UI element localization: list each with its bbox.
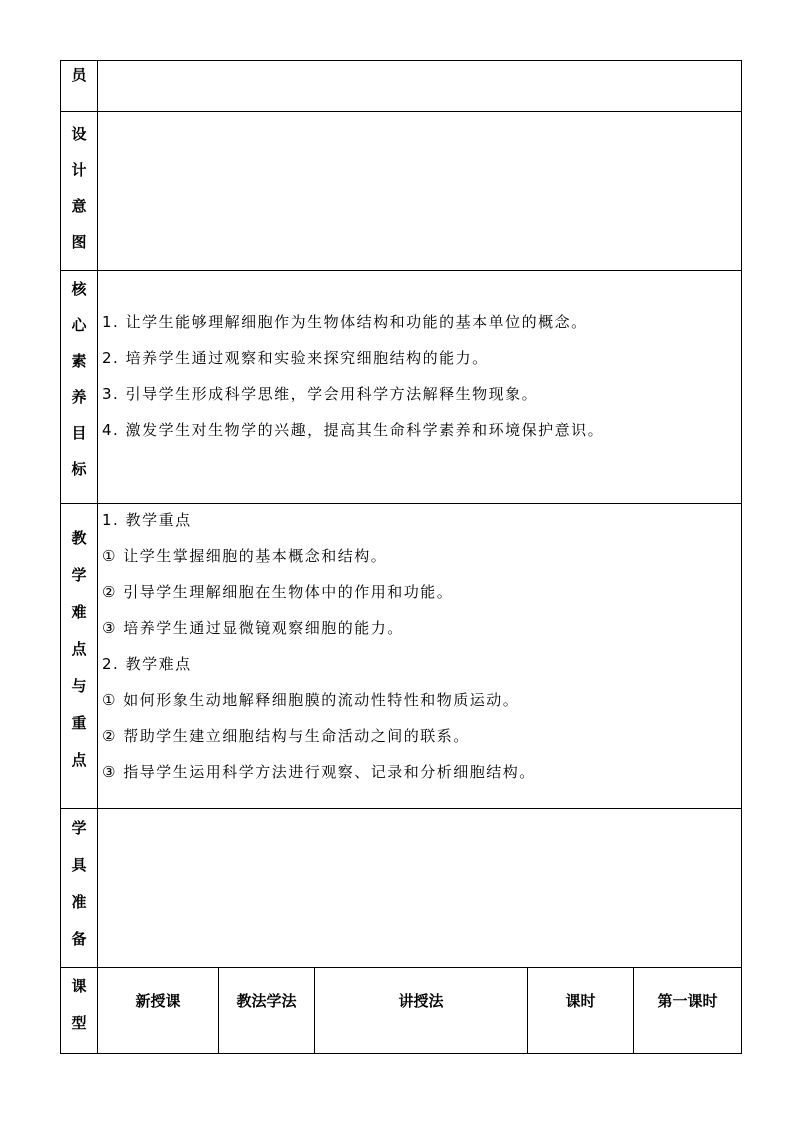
core-goals-row <box>61 271 742 504</box>
goal-item: 4. 激发学生对生物学的兴趣，提高其生命科学素养和环境保护意识。 <box>102 421 605 439</box>
member-content[interactable] <box>98 61 742 112</box>
goal-item: 1. 让学生能够理解细胞作为生物体结构和功能的基本单位的概念。 <box>102 313 588 331</box>
label-char: 意 <box>71 197 87 215</box>
label-char: 员 <box>71 66 87 84</box>
label-char: 计 <box>71 161 87 179</box>
lesson-type-value <box>98 968 219 1054</box>
period-value <box>634 968 742 1054</box>
label-char: 型 <box>71 1014 87 1032</box>
label-char: 难 <box>71 603 87 621</box>
core-goals-content <box>98 271 742 504</box>
method-value <box>315 968 528 1054</box>
difficulty-item: ① 如何形象生动地解释细胞膜的流动性特性和物质运动。 <box>102 691 520 709</box>
label-char: 教 <box>71 529 87 547</box>
difficulty-item: ② 帮助学生建立细胞结构与生命活动之间的联系。 <box>102 727 470 745</box>
lesson-type-label <box>61 968 98 1054</box>
core-goals-label <box>61 271 98 504</box>
design-intent-content[interactable] <box>98 112 742 271</box>
label-char: 准 <box>71 893 87 911</box>
difficulty-heading: 2. 教学难点 <box>102 655 192 673</box>
method-label-text: 教法学法 <box>236 992 297 1010</box>
goal-item: 3. 引导学生形成科学思维，学会用科学方法解释生物现象。 <box>102 385 539 403</box>
lesson-plan-table <box>60 60 742 1054</box>
label-char: 目 <box>71 424 87 442</box>
label-char: 点 <box>71 751 87 769</box>
label-char: 课 <box>71 977 87 995</box>
label-char: 学 <box>71 566 87 584</box>
label-char: 设 <box>71 125 87 143</box>
goal-item: 2. 培养学生通过观察和实验来探究细胞结构的能力。 <box>102 349 489 367</box>
label-char: 学 <box>71 819 87 837</box>
focus-heading: 1. 教学重点 <box>102 511 192 529</box>
label-char: 标 <box>71 460 87 478</box>
key-points-row <box>61 504 742 809</box>
period-value-text: 第一课时 <box>657 992 718 1010</box>
label-char: 心 <box>71 316 87 334</box>
period-label <box>528 968 634 1054</box>
member-row <box>61 61 742 112</box>
difficulty-item: ③ 指导学生运用科学方法进行观察、记录和分析细胞结构。 <box>102 763 536 781</box>
label-char: 与 <box>71 677 87 695</box>
label-char: 备 <box>71 930 87 948</box>
tools-label <box>61 809 98 968</box>
label-char: 具 <box>71 856 87 874</box>
design-intent-row <box>61 112 742 271</box>
label-char: 点 <box>71 640 87 658</box>
method-label <box>219 968 315 1054</box>
focus-item: ① 让学生掌握细胞的基本概念和结构。 <box>102 547 388 565</box>
period-label-text: 课时 <box>565 992 596 1010</box>
label-char: 图 <box>71 233 87 251</box>
lesson-type-row <box>61 968 742 1054</box>
method-value-text: 讲授法 <box>398 992 444 1010</box>
key-points-content <box>98 504 742 809</box>
tools-row <box>61 809 742 968</box>
focus-item: ③ 培养学生通过显微镜观察细胞的能力。 <box>102 619 404 637</box>
lesson-type-text: 新授课 <box>135 992 181 1010</box>
design-intent-label <box>61 112 98 271</box>
label-char: 素 <box>71 352 87 370</box>
focus-item: ② 引导学生理解细胞在生物体中的作用和功能。 <box>102 583 454 601</box>
label-char: 核 <box>71 280 87 298</box>
tools-content[interactable] <box>98 809 742 968</box>
member-label <box>61 61 98 112</box>
label-char: 养 <box>71 388 87 406</box>
key-points-label <box>61 504 98 809</box>
label-char: 重 <box>71 714 87 732</box>
